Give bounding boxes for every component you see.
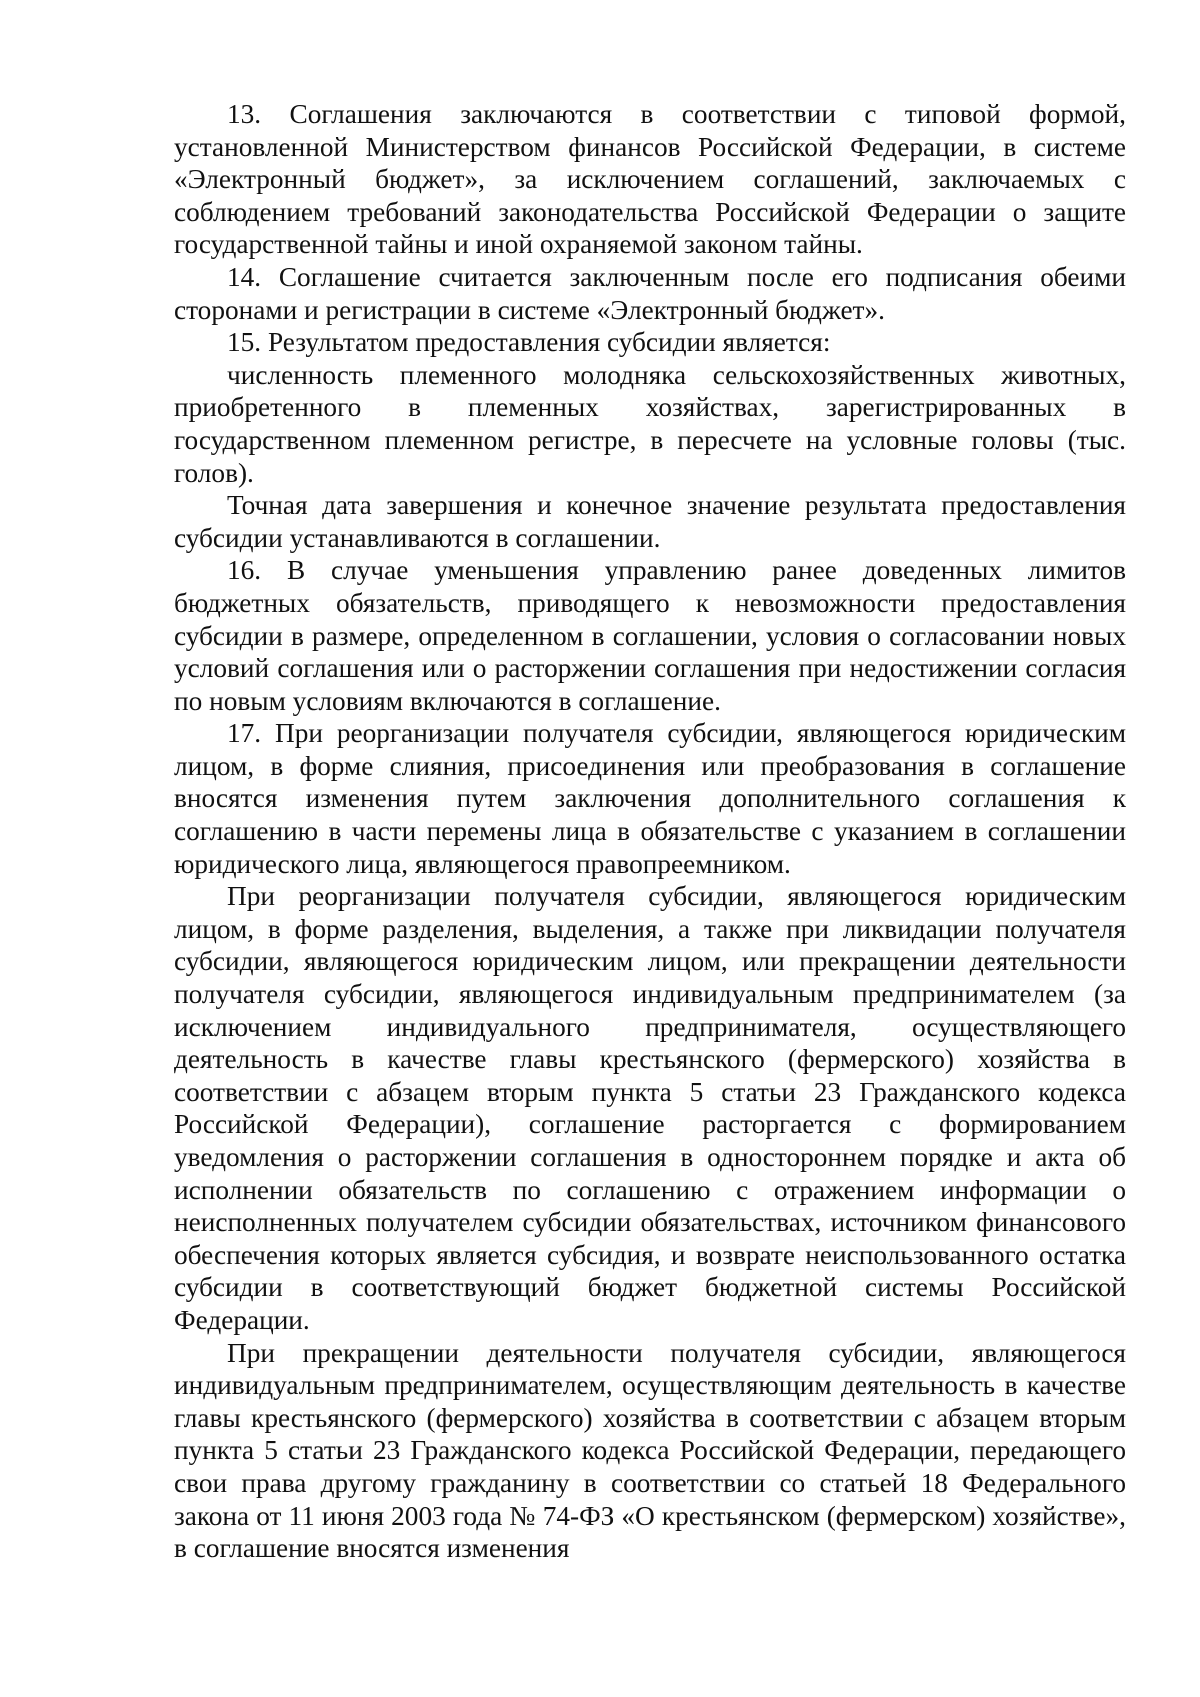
paragraph-15-date: Точная дата завершения и конечное значение результата предоставления субсидии устанавливаются в соглашении. (174, 490, 1126, 553)
paragraph-14: 14. Соглашение считается заключенным после его подписания обеими сторонами и регистрации в системе «Электронный бюджет». (174, 261, 1126, 325)
paragraph-17: 17. При реорганизации получателя субсидии, являющегося юридическим лицом, в форме слияния, присоединения или преобразования в соглашение вносятся изменения путем заключения дополнительного соглашения к соглашению в части перемены лица в обязательстве с указанием в соглашении юридического лица, являющегося правопреемником. (174, 718, 1126, 879)
paragraph-13: 13. Соглашения заключаются в соответствии с типовой формой, установленной Министерством финансов Российской Федерации, в системе «Электронный бюджет», за исключением соглашений, заключаемых с соблюдением требований законодательства Российской Федерации о защите государственной тайны и иной охраняемой законом тайны. (174, 99, 1126, 260)
paragraph-17-termination: При прекращении деятельности получателя субсидии, являющегося индивидуальным предпринимателем, осуществляющим деятельность в качестве главы крестьянского (фермерского) хозяйства в соответствии с абзацем вторым пункта 5 статьи 23 Гражданского кодекса Российской Федерации, передающего свои права другому гражданину в соответствии со статьей 18 Федерального закона от 11 июня 2003 года № 74-ФЗ «О крестьянском (фермерском) хозяйстве», в соглашение вносятся изменения (174, 1337, 1126, 1564)
document-body (174, 98, 1126, 1565)
paragraph-15: 15. Результатом предоставления субсидии является: (227, 327, 831, 358)
paragraph-16: 16. В случае уменьшения управлению ранее доведенных лимитов бюджетных обязательств, приводящего к невозможности предоставления субсидии в размере, определенном в соглашении, условия о согласовании новых условий соглашения или о расторжении соглашения при недостижении согласия по новым условиям включаются в соглашение. (174, 555, 1126, 716)
paragraph-15-result: численность племенного молодняка сельскохозяйственных животных, приобретенного в племенных хозяйствах, зарегистрированных в государственном племенном регистре, в пересчете на условные головы (тыс. голов). (174, 359, 1126, 488)
paragraph-17-reorganization: При реорганизации получателя субсидии, являющегося юридическим лицом, в форме разделения, выделения, а также при ликвидации получателя субсидии, являющегося юридическим лицом, или прекращении деятельности получателя субсидии, являющегося индивидуальным предпринимателем (за исключением индивидуального предпринимателя, осуществляющего деятельность в качестве главы крестьянского (фермерского) хозяйства в соответствии с абзацем вторым пункта 5 статьи 23 Гражданского кодекса Российской Федерации), соглашение расторгается с формированием уведомления о расторжении соглашения в одностороннем порядке и акта об исполнении обязательств по соглашению с отражением информации о неисполненных получателем субсидии обязательствах, источником финансового обеспечения которых является субсидия, и возврате неиспользованного остатка субсидии в соответствующий бюджет бюджетной системы Российской Федерации. (174, 881, 1126, 1335)
